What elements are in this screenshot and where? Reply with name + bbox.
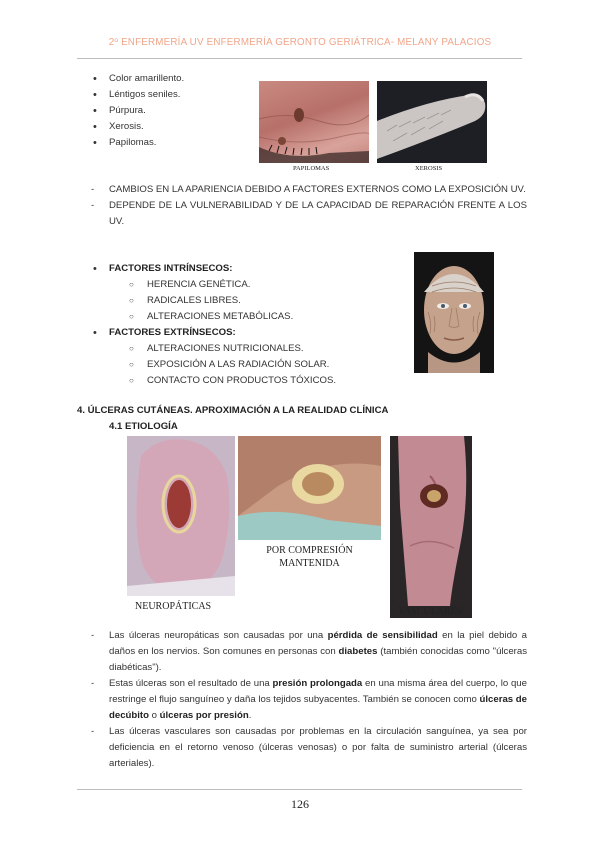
section-subtitle: 4.1 ETIOLOGÍA <box>109 421 178 432</box>
list-item: • Púrpura. <box>93 103 263 119</box>
extrinsic-list <box>129 341 413 389</box>
papilomas-illustration <box>259 81 369 173</box>
neuropathic-caption: NEUROPÁTICAS <box>135 601 212 612</box>
papilomas-caption: PAPILOMAS <box>293 165 330 172</box>
list-item: • Papilomas. <box>93 135 263 151</box>
list-item: • Xerosis. <box>93 119 263 135</box>
paragraph-neuropathic: - Las úlceras neuropáticas son causadas por una pérdida de sensibilidad en la piel debido a daños en los nervios. Son comunes en personas con diabetes (también conocidas como "úlceras diabéticas"). <box>87 628 527 676</box>
uv-note: - CAMBIOS EN LA APARIENCIA DEBIDO A FACTORES EXTERNOS COMO LA EXPOSICIÓN UV. <box>87 182 527 198</box>
foot-illustration <box>127 436 235 596</box>
ulcer-figure <box>127 436 472 620</box>
aged-face-photo <box>414 252 494 373</box>
papilomas-image <box>259 81 369 173</box>
list-item: ○ CONTACTO CON PRODUCTOS TÓXICOS. <box>129 373 413 389</box>
leg-illustration <box>390 436 472 618</box>
header-divider <box>77 58 522 59</box>
xerosis-illustration <box>377 81 487 173</box>
neuropathic-ulcer-image <box>127 436 235 596</box>
signs-list <box>93 71 263 151</box>
paragraph-vascular: - Las úlceras vasculares son causadas por problemas en la circulación sanguínea, ya sea por deficiencia en el retorno venoso (úlceras venosas) o por falta de suministro arterial (úlceras arteriales). <box>87 724 527 772</box>
intrinsic-heading: • FACTORES INTRÍNSECOS: <box>93 263 233 275</box>
factors-block <box>93 261 413 389</box>
list-item: ○ RADICALES LIBRES. <box>129 293 413 309</box>
page-number: 126 <box>291 797 309 811</box>
section-title: 4. ÚLCERAS CUTÁNEAS. APROXIMACIÓN A LA REALIDAD CLÍNICA <box>77 405 389 416</box>
list-item: ○ ALTERACIONES METABÓLICAS. <box>129 309 413 325</box>
extrinsic-heading: • FACTORES EXTRÍNSECOS: <box>93 327 236 339</box>
ulcer-descriptions <box>87 628 527 772</box>
list-item: • Color amarillento. <box>93 71 263 87</box>
intrinsic-list <box>129 277 413 325</box>
pressure-ulcer-image <box>238 436 381 540</box>
xerosis-image <box>377 81 487 173</box>
paragraph-pressure: - Estas úlceras son el resultado de una presión prolongada en una misma área del cuerpo, lo que restringe el flujo sanguíneo y daña los tejidos subyacentes. También se conocen como úlceras de decúbito o úlceras por presión. <box>87 676 527 724</box>
uv-notes <box>87 182 527 230</box>
footer-divider <box>77 789 522 790</box>
vascular-caption: VASCULARES <box>398 606 463 617</box>
list-item: ○ ALTERACIONES NUTRICIONALES. <box>129 341 413 357</box>
list-item: • Léntigos seniles. <box>93 87 263 103</box>
pressure-illustration <box>238 436 381 540</box>
uv-note: - DEPENDE DE LA VULNERABILIDAD Y DE LA CAPACIDAD DE REPARACIÓN FRENTE A LOS UV. <box>87 198 527 230</box>
face-illustration <box>414 252 494 373</box>
list-item: ○ HERENCIA GENÉTICA. <box>129 277 413 293</box>
page-header: 2º ENFERMERÍA UV ENFERMERÍA GERONTO GERIÁTRICA- MELANY PALACIOS <box>108 37 492 48</box>
list-item: ○ EXPOSICIÓN A LAS RADIACIÓN SOLAR. <box>129 357 413 373</box>
pressure-caption: POR COMPRESIÓN MANTENIDA <box>266 545 353 569</box>
xerosis-caption: XEROSIS <box>415 165 443 172</box>
vascular-ulcer-image <box>390 436 472 618</box>
